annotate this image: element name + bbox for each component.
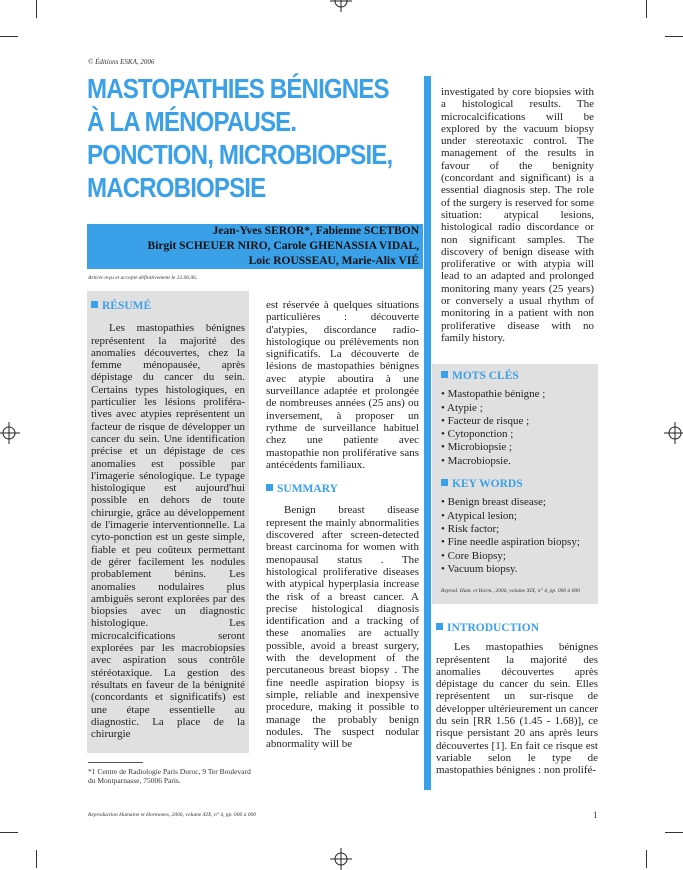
introduction-text: Les mastopathies bénignes représentent la majorité des anomalies découvertes après dépistage du cancer du sein. Elles représentent un sur-risque de développer ultérieurement un cancer du sein [RR 1.56 (1.45 - 1.68)], ce risque persistant 20 ans après leurs découvertes [1]. En fait ce risque est variable selon le type de mastopathies bénignes : non prolifé- [436, 641, 598, 777]
keyword-item: • Benign breast disease; [441, 496, 594, 509]
registration-mark-bottom [330, 848, 352, 870]
resume-column [91, 300, 245, 740]
author-line: Birgit SCHEUER NIRO, Carole GHENASSIA VIDAL, [147, 240, 419, 252]
key-words-list [441, 496, 594, 576]
keyword-item: • Atypie ; [441, 402, 594, 415]
crop-mark [36, 850, 37, 868]
crop-mark [0, 832, 18, 833]
summary-text: Benign breast disease represent the mainly abnormalities discovered after screen-detected breast carcinoma for women with menopausal status . The histological proliferative diseases with atypical hyperplasia increase the risk of a breast cancer. A precise histological diagnosis identification and a tracking of these anomalies are actually possible, avoid a breast surgery, with the development of the percutaneous breast biopsy . The fine needle aspiration biopsy is simple, reliable and inexpensive procedure, making it possible to manage the probably benign nodules. The suspect nodular abnormality will be [266, 504, 419, 751]
mots-cles-list [441, 388, 594, 468]
author-line: Jean-Yves SEROR*, Fabienne SCETBON [212, 225, 419, 237]
registration-mark-left [0, 422, 20, 444]
keyword-item: • Facteur de risque ; [441, 415, 594, 428]
title-line: PONCTION, MICROBIOPSIE, [87, 139, 393, 170]
keyword-item: • Microbiopsie ; [441, 441, 594, 454]
title-line: MACROBIOPSIE [87, 172, 266, 203]
crop-mark [665, 36, 683, 37]
received-date: Article reçu et accepté définitivement le 12.06.06. [88, 275, 198, 281]
citation: Reprod. Hum. et Horm., 2006, volume XIX, n° 4, pp. 000 à 000 [441, 588, 580, 595]
crop-mark [36, 0, 37, 18]
footnote: *1 Centre de Radiologie Paris Duroc, 9 Ter Boulevard du Montparnasse, 75006 Paris. [88, 767, 251, 785]
keyword-item: • Atypical lesion; [441, 510, 594, 523]
keyword-item: • Fine needle aspiration biopsy; [441, 536, 594, 549]
square-bullet-icon [436, 623, 443, 630]
keyword-item: • Cytoponction ; [441, 428, 594, 441]
key-words-heading: KEY WORDS [441, 478, 594, 490]
column-divider-bar [424, 76, 431, 790]
square-bullet-icon [441, 371, 448, 378]
footnote-rule [88, 762, 143, 763]
title-line: MASTOPATHIES BÉNIGNES [87, 73, 389, 104]
keyword-item: • Macrobiopsie. [441, 455, 594, 468]
article-title [87, 72, 393, 204]
introduction-heading: INTRODUCTION [436, 622, 598, 634]
page-number: 1 [593, 810, 598, 820]
copyright: © Éditions ESKA, 2006 [88, 58, 155, 66]
keyword-item: • Mastopathie bénigne ; [441, 388, 594, 401]
keywords-block [441, 370, 594, 595]
registration-mark-top [330, 0, 352, 12]
author-line: Loic ROUSSEAU, Marie-Alix VIÉ [248, 255, 419, 267]
crop-mark [646, 850, 647, 868]
crop-mark [665, 832, 683, 833]
keyword-item: • Vacuum biopsy. [441, 563, 594, 576]
crop-mark [0, 36, 18, 37]
crop-mark [646, 0, 647, 18]
keyword-item: • Risk factor; [441, 523, 594, 536]
mots-cles-heading: MOTS CLÉS [441, 370, 594, 382]
summary-continuation: investigated by core biopsies with a histological results. The microcalcifications will be explored by the vacuum biopsy under stereotaxic control. The management of the results in favour of the benignity (concordant and significant) is a essential diagnosis step. The role of the surgery is reserved for some situation: atypical lesions, histological radio discordance or non significant samples. The discovery of benign disease with proliferative or with atypia will lead to an adapted and prolonged monitoring many years (25 years) or conversely a usual rhythm of monitoring in a patient with non proliferative disease with no family history. [441, 86, 594, 344]
resume-text: Les mastopathies bénignes représentent la majorité des anomalies découvertes, chez la femme ménopausée, après dépistage du cancer du sein. Certains types histologiques, en particulier les lésions prolifératives avec atypies représentent un facteur de risque de développer un cancer du sein. Une identification précise et un dépistage de ces anomalies est possible par l'imagerie sénologique. Le typage histologique est aujourd'hui possible en dehors de toute chirurgie, grâce au développement de l'imagerie interventionnelle. La cyto-ponction est un geste simple, fiable et peu coûteux permettant de gérer facilement les nodules probablement bénins. Les anomalies nodulaires plus ambiguës seront explorées par des biopsies avec un diagnostic histologique. Les microcalcifications seront explorées par les macrobiopsies avec aspiration sous contrôle stéréotaxique. La gestion des résultats en faveur de la bénignité (concordants et significatifs) est une étape essentielle au diagnostic. La place de la chirurgie [91, 322, 245, 741]
middle-column [266, 299, 419, 750]
authors-band [87, 224, 423, 269]
square-bullet-icon [266, 484, 273, 491]
resume-continuation: est réservée à quelques situations particulières : découverte d'atypies, discordance radio-histologique ou prélèvements non significatifs. La découverte de lésions de mastopathies bénignes avec atypie aboutira à une surveillance adaptée et prolongée de nombreuses années (25 ans) ou inversement, à proposer un rythme de surveillance habituel chez une patiente avec mastopathie non proliférative sans antécédents familiaux. [266, 299, 419, 471]
right-column [441, 86, 594, 344]
summary-heading: SUMMARY [266, 483, 419, 495]
registration-mark-right [664, 422, 683, 444]
introduction-block [436, 622, 598, 777]
square-bullet-icon [91, 301, 98, 308]
keyword-item: • Core Biopsy; [441, 550, 594, 563]
resume-heading: RÉSUMÉ [91, 300, 245, 312]
journal-footer: Reproduction Humaine et Hormones, 2006, volume XIX, n° 4, pp. 000 à 000 [88, 812, 257, 818]
square-bullet-icon [441, 479, 448, 486]
title-line: À LA MÉNOPAUSE. [87, 106, 297, 137]
